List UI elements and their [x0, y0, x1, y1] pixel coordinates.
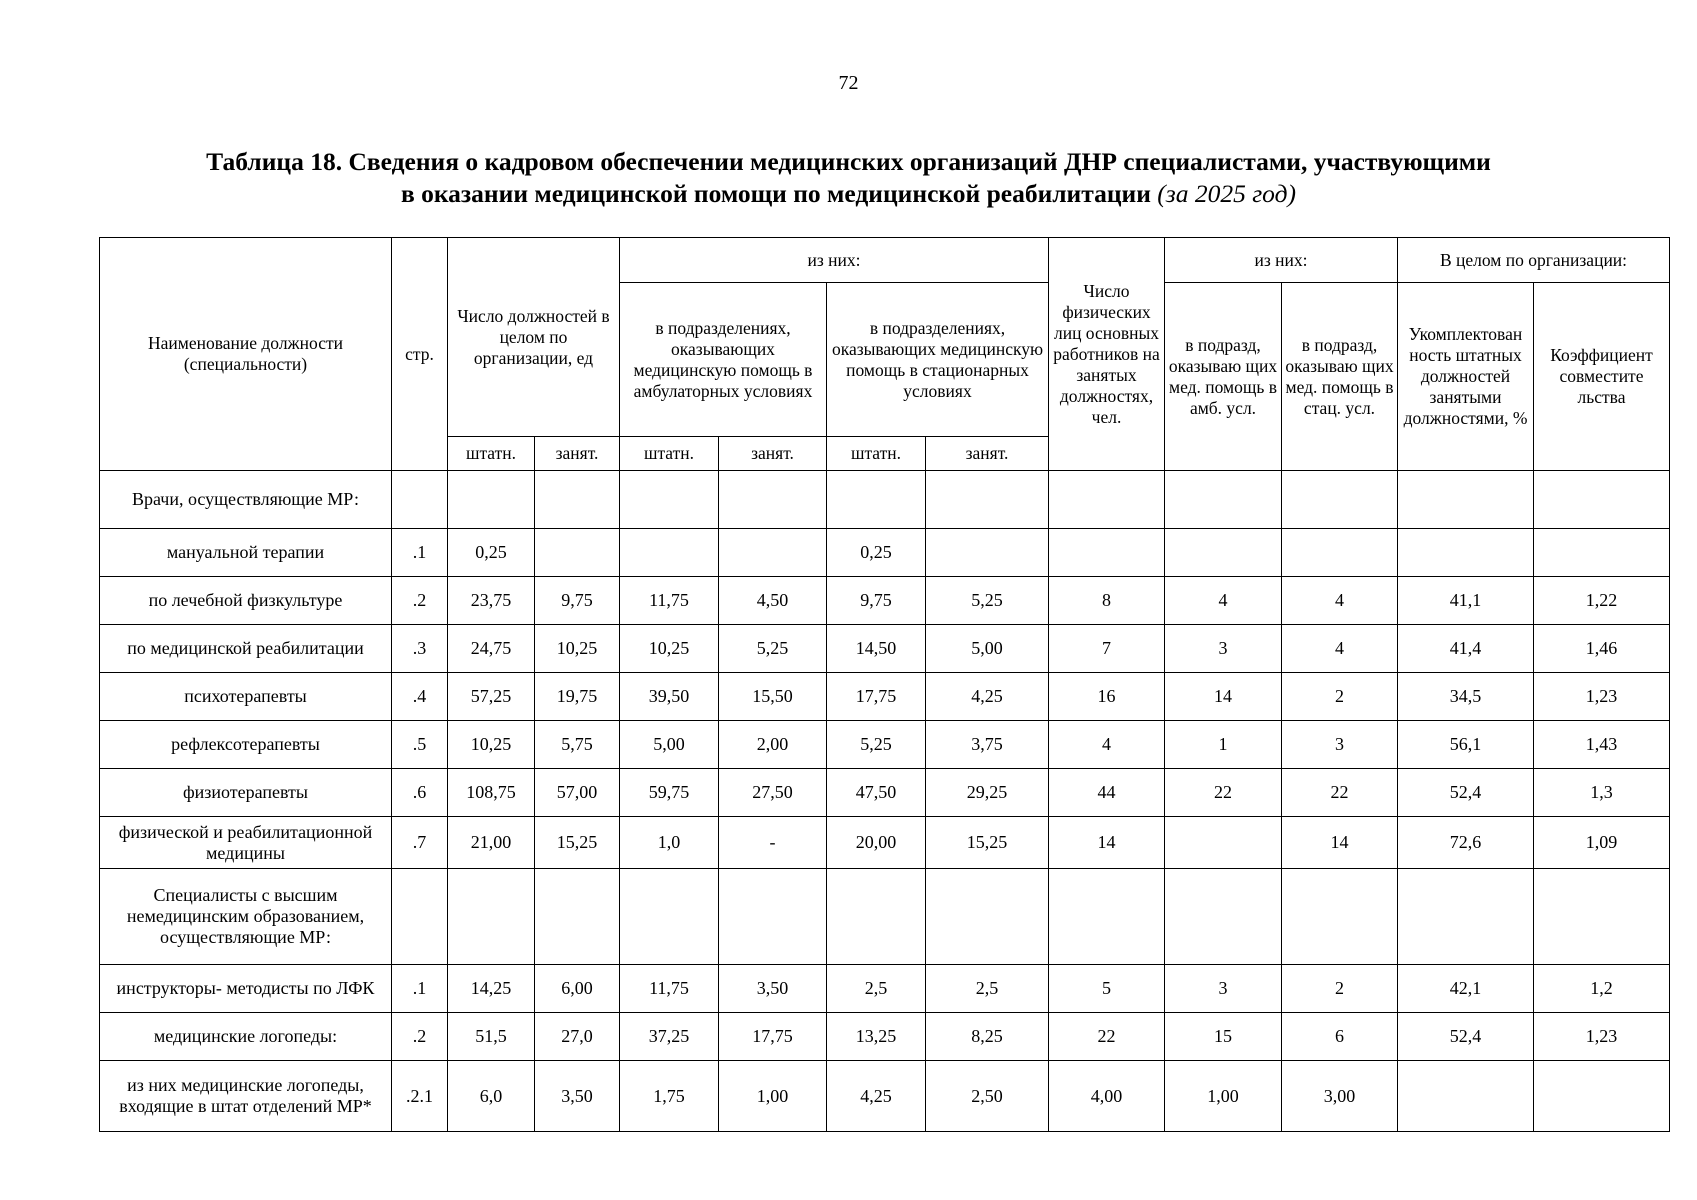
- value-cell: [1398, 529, 1534, 577]
- table-row: [100, 1061, 1670, 1132]
- value-cell: [1165, 529, 1282, 577]
- value-cell: 3: [1165, 965, 1282, 1013]
- empty-cell: [1534, 869, 1670, 965]
- value-cell: 3,00: [1282, 1061, 1398, 1132]
- value-cell: 2,50: [926, 1061, 1049, 1132]
- value-cell: 39,50: [620, 673, 719, 721]
- value-cell: 14: [1282, 817, 1398, 869]
- value-cell: -: [719, 817, 827, 869]
- value-cell: 59,75: [620, 769, 719, 817]
- col-header-physical-persons: Число физических лиц основных работников на занятых должностях, чел.: [1049, 238, 1165, 471]
- empty-cell: [827, 869, 926, 965]
- value-cell: 1,23: [1534, 673, 1670, 721]
- value-cell: 42,1: [1398, 965, 1534, 1013]
- table-row: [100, 529, 1670, 577]
- empty-cell: [719, 471, 827, 529]
- value-cell: 1,00: [719, 1061, 827, 1132]
- value-cell: 51,5: [448, 1013, 535, 1061]
- value-cell: [1282, 529, 1398, 577]
- position-name: по лечебной физкультуре: [100, 577, 392, 625]
- value-cell: 23,75: [448, 577, 535, 625]
- value-cell: 27,0: [535, 1013, 620, 1061]
- col-header-occupied: занят.: [535, 437, 620, 471]
- table-row: [100, 769, 1670, 817]
- value-cell: 41,1: [1398, 577, 1534, 625]
- col-header-staff: штатн.: [448, 437, 535, 471]
- value-cell: 15,25: [535, 817, 620, 869]
- col-header-staff: штатн.: [827, 437, 926, 471]
- empty-cell: [448, 471, 535, 529]
- col-header-of-them-1: из них:: [620, 238, 1049, 283]
- value-cell: 0,25: [448, 529, 535, 577]
- col-header-staffing: Укомплектован ность штатных должностей занятыми должностями, %: [1398, 283, 1534, 471]
- value-cell: 5,25: [719, 625, 827, 673]
- empty-cell: [392, 869, 448, 965]
- value-cell: 0,25: [827, 529, 926, 577]
- value-cell: 1,43: [1534, 721, 1670, 769]
- empty-cell: [620, 869, 719, 965]
- page-number: 72: [838, 72, 859, 94]
- value-cell: 17,75: [719, 1013, 827, 1061]
- value-cell: 1,0: [620, 817, 719, 869]
- section-title: Врачи, осуществляющие МР:: [100, 471, 392, 529]
- value-cell: 5,00: [620, 721, 719, 769]
- col-header-stat-units: в подразд, оказываю щих мед. помощь в стац. усл.: [1282, 283, 1398, 471]
- value-cell: 34,5: [1398, 673, 1534, 721]
- value-cell: 41,4: [1398, 625, 1534, 673]
- line-code: .2: [392, 1013, 448, 1061]
- empty-cell: [926, 869, 1049, 965]
- value-cell: 2,00: [719, 721, 827, 769]
- title-line-2: [40, 178, 1657, 210]
- position-name: рефлексотерапевты: [100, 721, 392, 769]
- line-code: .3: [392, 625, 448, 673]
- value-cell: [535, 529, 620, 577]
- empty-cell: [1534, 471, 1670, 529]
- value-cell: [1398, 1061, 1534, 1132]
- empty-cell: [535, 869, 620, 965]
- position-name: мануальной терапии: [100, 529, 392, 577]
- value-cell: 47,50: [827, 769, 926, 817]
- value-cell: 6,0: [448, 1061, 535, 1132]
- value-cell: 19,75: [535, 673, 620, 721]
- value-cell: 14: [1049, 817, 1165, 869]
- value-cell: 4,25: [926, 673, 1049, 721]
- table-row: [100, 577, 1670, 625]
- value-cell: 16: [1049, 673, 1165, 721]
- value-cell: 22: [1165, 769, 1282, 817]
- empty-cell: [1049, 869, 1165, 965]
- value-cell: 1,3: [1534, 769, 1670, 817]
- empty-cell: [392, 471, 448, 529]
- value-cell: 10,25: [448, 721, 535, 769]
- value-cell: 56,1: [1398, 721, 1534, 769]
- empty-cell: [620, 471, 719, 529]
- col-header-inpatient: в подразделениях, оказывающих медицинскую помощь в стационарных условиях: [827, 283, 1049, 437]
- col-header-org-total: В целом по организации:: [1398, 238, 1670, 283]
- value-cell: 3,50: [719, 965, 827, 1013]
- empty-cell: [1282, 869, 1398, 965]
- value-cell: 1,09: [1534, 817, 1670, 869]
- position-name: медицинские логопеды:: [100, 1013, 392, 1061]
- value-cell: 9,75: [535, 577, 620, 625]
- empty-cell: [827, 471, 926, 529]
- line-code: .5: [392, 721, 448, 769]
- table-row: [100, 817, 1670, 869]
- value-cell: [620, 529, 719, 577]
- title-line-1: Таблица 18. Сведения о кадровом обеспечении медицинских организаций ДНР специалистами, участвующими: [206, 147, 1491, 176]
- title-period: (за 2025 год): [1157, 179, 1296, 208]
- line-code: .4: [392, 673, 448, 721]
- table-row: [100, 673, 1670, 721]
- value-cell: 1,2: [1534, 965, 1670, 1013]
- empty-cell: [535, 471, 620, 529]
- value-cell: 108,75: [448, 769, 535, 817]
- position-name: инструкторы- методисты по ЛФК: [100, 965, 392, 1013]
- line-code: .2: [392, 577, 448, 625]
- value-cell: 22: [1282, 769, 1398, 817]
- value-cell: 10,25: [620, 625, 719, 673]
- value-cell: 13,25: [827, 1013, 926, 1061]
- value-cell: [926, 529, 1049, 577]
- table-title: [40, 146, 1657, 210]
- line-code: .6: [392, 769, 448, 817]
- col-header-occupied: занят.: [719, 437, 827, 471]
- value-cell: 44: [1049, 769, 1165, 817]
- table-body: [100, 471, 1670, 1132]
- col-header-amb-units: в подразд, оказываю щих мед. помощь в амб. усл.: [1165, 283, 1282, 471]
- value-cell: 5,75: [535, 721, 620, 769]
- value-cell: 2: [1282, 965, 1398, 1013]
- col-header-staff: штатн.: [620, 437, 719, 471]
- value-cell: 1,22: [1534, 577, 1670, 625]
- value-cell: 57,00: [535, 769, 620, 817]
- value-cell: 14,50: [827, 625, 926, 673]
- value-cell: 5,00: [926, 625, 1049, 673]
- empty-cell: [1049, 471, 1165, 529]
- position-name: по медицинской реабилитации: [100, 625, 392, 673]
- col-header-occupied: занят.: [926, 437, 1049, 471]
- value-cell: 20,00: [827, 817, 926, 869]
- line-code: .1: [392, 529, 448, 577]
- value-cell: 27,50: [719, 769, 827, 817]
- value-cell: 3: [1165, 625, 1282, 673]
- value-cell: 3,75: [926, 721, 1049, 769]
- table-row: [100, 625, 1670, 673]
- value-cell: 3: [1282, 721, 1398, 769]
- value-cell: 5: [1049, 965, 1165, 1013]
- value-cell: 4: [1282, 625, 1398, 673]
- position-name: из них медицинские логопеды, входящие в штат отделений МР*: [100, 1061, 392, 1132]
- value-cell: 15,25: [926, 817, 1049, 869]
- value-cell: 1,75: [620, 1061, 719, 1132]
- line-code: .7: [392, 817, 448, 869]
- value-cell: 11,75: [620, 577, 719, 625]
- table-row: [100, 721, 1670, 769]
- value-cell: 72,6: [1398, 817, 1534, 869]
- value-cell: 2,5: [827, 965, 926, 1013]
- value-cell: 1,46: [1534, 625, 1670, 673]
- value-cell: 29,25: [926, 769, 1049, 817]
- value-cell: [1534, 1061, 1670, 1132]
- empty-cell: [1398, 471, 1534, 529]
- empty-cell: [448, 869, 535, 965]
- value-cell: [1049, 529, 1165, 577]
- value-cell: 4,50: [719, 577, 827, 625]
- col-header-line: стр.: [392, 238, 448, 471]
- position-name: психотерапевты: [100, 673, 392, 721]
- value-cell: 4,00: [1049, 1061, 1165, 1132]
- empty-cell: [1165, 471, 1282, 529]
- position-name: физиотерапевты: [100, 769, 392, 817]
- value-cell: 8: [1049, 577, 1165, 625]
- header-row-1: [100, 238, 1670, 283]
- value-cell: 37,25: [620, 1013, 719, 1061]
- value-cell: 7: [1049, 625, 1165, 673]
- section-header-row: [100, 869, 1670, 965]
- col-header-position: Наименование должности (специальности): [100, 238, 392, 471]
- value-cell: 4,25: [827, 1061, 926, 1132]
- col-header-ambulatory: в подразделениях, оказывающих медицинскую помощь в амбулаторных условиях: [620, 283, 827, 437]
- value-cell: 6: [1282, 1013, 1398, 1061]
- value-cell: 1,23: [1534, 1013, 1670, 1061]
- value-cell: 1,00: [1165, 1061, 1282, 1132]
- value-cell: [1165, 817, 1282, 869]
- value-cell: 21,00: [448, 817, 535, 869]
- empty-cell: [719, 869, 827, 965]
- value-cell: 22: [1049, 1013, 1165, 1061]
- value-cell: 9,75: [827, 577, 926, 625]
- value-cell: 8,25: [926, 1013, 1049, 1061]
- staffing-table: [99, 237, 1670, 1132]
- value-cell: [719, 529, 827, 577]
- value-cell: 24,75: [448, 625, 535, 673]
- table-row: [100, 1013, 1670, 1061]
- section-title: Специалисты с высшим немедицинским образованием, осуществляющие МР:: [100, 869, 392, 965]
- title-line-2-bold: в оказании медицинской помощи по медицинской реабилитации: [400, 179, 1151, 208]
- line-code: .2.1: [392, 1061, 448, 1132]
- value-cell: 17,75: [827, 673, 926, 721]
- value-cell: 11,75: [620, 965, 719, 1013]
- section-header-row: [100, 471, 1670, 529]
- value-cell: 14: [1165, 673, 1282, 721]
- value-cell: 57,25: [448, 673, 535, 721]
- value-cell: 5,25: [926, 577, 1049, 625]
- position-name: физической и реабилитационной медицины: [100, 817, 392, 869]
- line-code: .1: [392, 965, 448, 1013]
- value-cell: 15,50: [719, 673, 827, 721]
- empty-cell: [1165, 869, 1282, 965]
- empty-cell: [1282, 471, 1398, 529]
- empty-cell: [1398, 869, 1534, 965]
- value-cell: 2,5: [926, 965, 1049, 1013]
- value-cell: 14,25: [448, 965, 535, 1013]
- col-header-coefficient: Коэффициент совместите льства: [1534, 283, 1670, 471]
- value-cell: 1: [1165, 721, 1282, 769]
- empty-cell: [926, 471, 1049, 529]
- value-cell: [1534, 529, 1670, 577]
- value-cell: 3,50: [535, 1061, 620, 1132]
- value-cell: 2: [1282, 673, 1398, 721]
- value-cell: 52,4: [1398, 1013, 1534, 1061]
- value-cell: 5,25: [827, 721, 926, 769]
- value-cell: 4: [1049, 721, 1165, 769]
- table-row: [100, 965, 1670, 1013]
- value-cell: 15: [1165, 1013, 1282, 1061]
- value-cell: 4: [1282, 577, 1398, 625]
- value-cell: 6,00: [535, 965, 620, 1013]
- value-cell: 52,4: [1398, 769, 1534, 817]
- col-header-positions-total: Число должностей в целом по организации, ед: [448, 238, 620, 437]
- value-cell: 4: [1165, 577, 1282, 625]
- col-header-of-them-2: из них:: [1165, 238, 1398, 283]
- value-cell: 10,25: [535, 625, 620, 673]
